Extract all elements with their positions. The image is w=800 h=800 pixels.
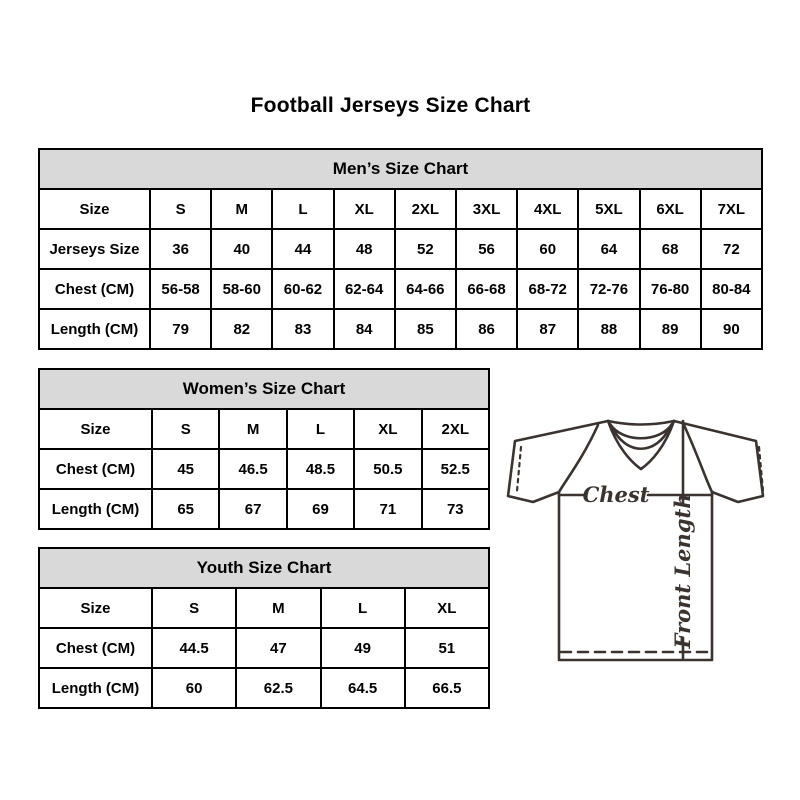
column-header: S [150,189,211,229]
cell: 72 [701,229,762,269]
cell: 44.5 [152,628,236,668]
column-header: S [152,409,219,449]
row-label: Jerseys Size [39,229,150,269]
jersey-drawing [508,421,763,660]
cell: 67 [219,489,286,529]
table-title: Women’s Size Chart [39,369,489,409]
cell: 65 [152,489,219,529]
cell: 45 [152,449,219,489]
cell: 60 [517,229,578,269]
row-label: Length (CM) [39,489,152,529]
chest-label: Chest [582,482,650,507]
cell: 72-76 [578,269,639,309]
cell: 47 [236,628,320,668]
cell: 89 [640,309,701,349]
cell: 64-66 [395,269,456,309]
column-header: L [272,189,333,229]
cell: 49 [321,628,405,668]
jersey-outline [508,421,763,660]
womens-size-table [38,368,490,530]
column-header: L [321,588,405,628]
column-header: 7XL [701,189,762,229]
cell: 71 [354,489,421,529]
jersey-seam-right [684,425,712,492]
cell: 50.5 [354,449,421,489]
column-header: 6XL [640,189,701,229]
table-title: Youth Size Chart [39,548,489,588]
row-label: Chest (CM) [39,449,152,489]
jersey-measurement-diagram [500,400,780,680]
row-label: Length (CM) [39,668,152,708]
jersey-collar-vneck [608,421,674,469]
cell: 52 [395,229,456,269]
column-header: 3XL [456,189,517,229]
cell: 56 [456,229,517,269]
cell: 44 [272,229,333,269]
cell: 79 [150,309,211,349]
cell: 90 [701,309,762,349]
column-header: 2XL [422,409,489,449]
cell: 87 [517,309,578,349]
cell: 52.5 [422,449,489,489]
cell: 64.5 [321,668,405,708]
row-label-header: Size [39,588,152,628]
cell: 69 [287,489,354,529]
cell: 68-72 [517,269,578,309]
row-label: Chest (CM) [39,269,150,309]
column-header: M [211,189,272,229]
cell: 88 [578,309,639,349]
cell: 40 [211,229,272,269]
front-length-label: Front Length [670,493,695,649]
cell: 83 [272,309,333,349]
cell: 62.5 [236,668,320,708]
table-title: Men’s Size Chart [39,149,762,189]
cell: 85 [395,309,456,349]
cell: 56-58 [150,269,211,309]
cell: 48 [334,229,395,269]
row-label: Length (CM) [39,309,150,349]
column-header: 2XL [395,189,456,229]
cell: 68 [640,229,701,269]
column-header: XL [405,588,489,628]
cell: 73 [422,489,489,529]
cell: 64 [578,229,639,269]
cell: 82 [211,309,272,349]
cell: 66-68 [456,269,517,309]
column-header: M [219,409,286,449]
cell: 62-64 [334,269,395,309]
column-header: 5XL [578,189,639,229]
cell: 58-60 [211,269,272,309]
cell: 60 [152,668,236,708]
cell: 86 [456,309,517,349]
youth-size-table [38,547,490,709]
mens-size-table [38,148,763,350]
column-header: 4XL [517,189,578,229]
column-header: S [152,588,236,628]
row-label-header: Size [39,189,150,229]
cell: 66.5 [405,668,489,708]
jersey-collar-back [608,421,674,425]
row-label: Chest (CM) [39,628,152,668]
cell: 51 [405,628,489,668]
cell: 36 [150,229,211,269]
cell: 60-62 [272,269,333,309]
cell: 48.5 [287,449,354,489]
jersey-collar-band-1 [610,424,672,438]
cell: 80-84 [701,269,762,309]
cell: 84 [334,309,395,349]
column-header: L [287,409,354,449]
column-header: M [236,588,320,628]
row-label-header: Size [39,409,152,449]
sleeve-stitch-left [517,447,521,491]
column-header: XL [354,409,421,449]
column-header: XL [334,189,395,229]
cell: 76-80 [640,269,701,309]
page-title: Football Jerseys Size Chart [250,94,531,117]
cell: 46.5 [219,449,286,489]
